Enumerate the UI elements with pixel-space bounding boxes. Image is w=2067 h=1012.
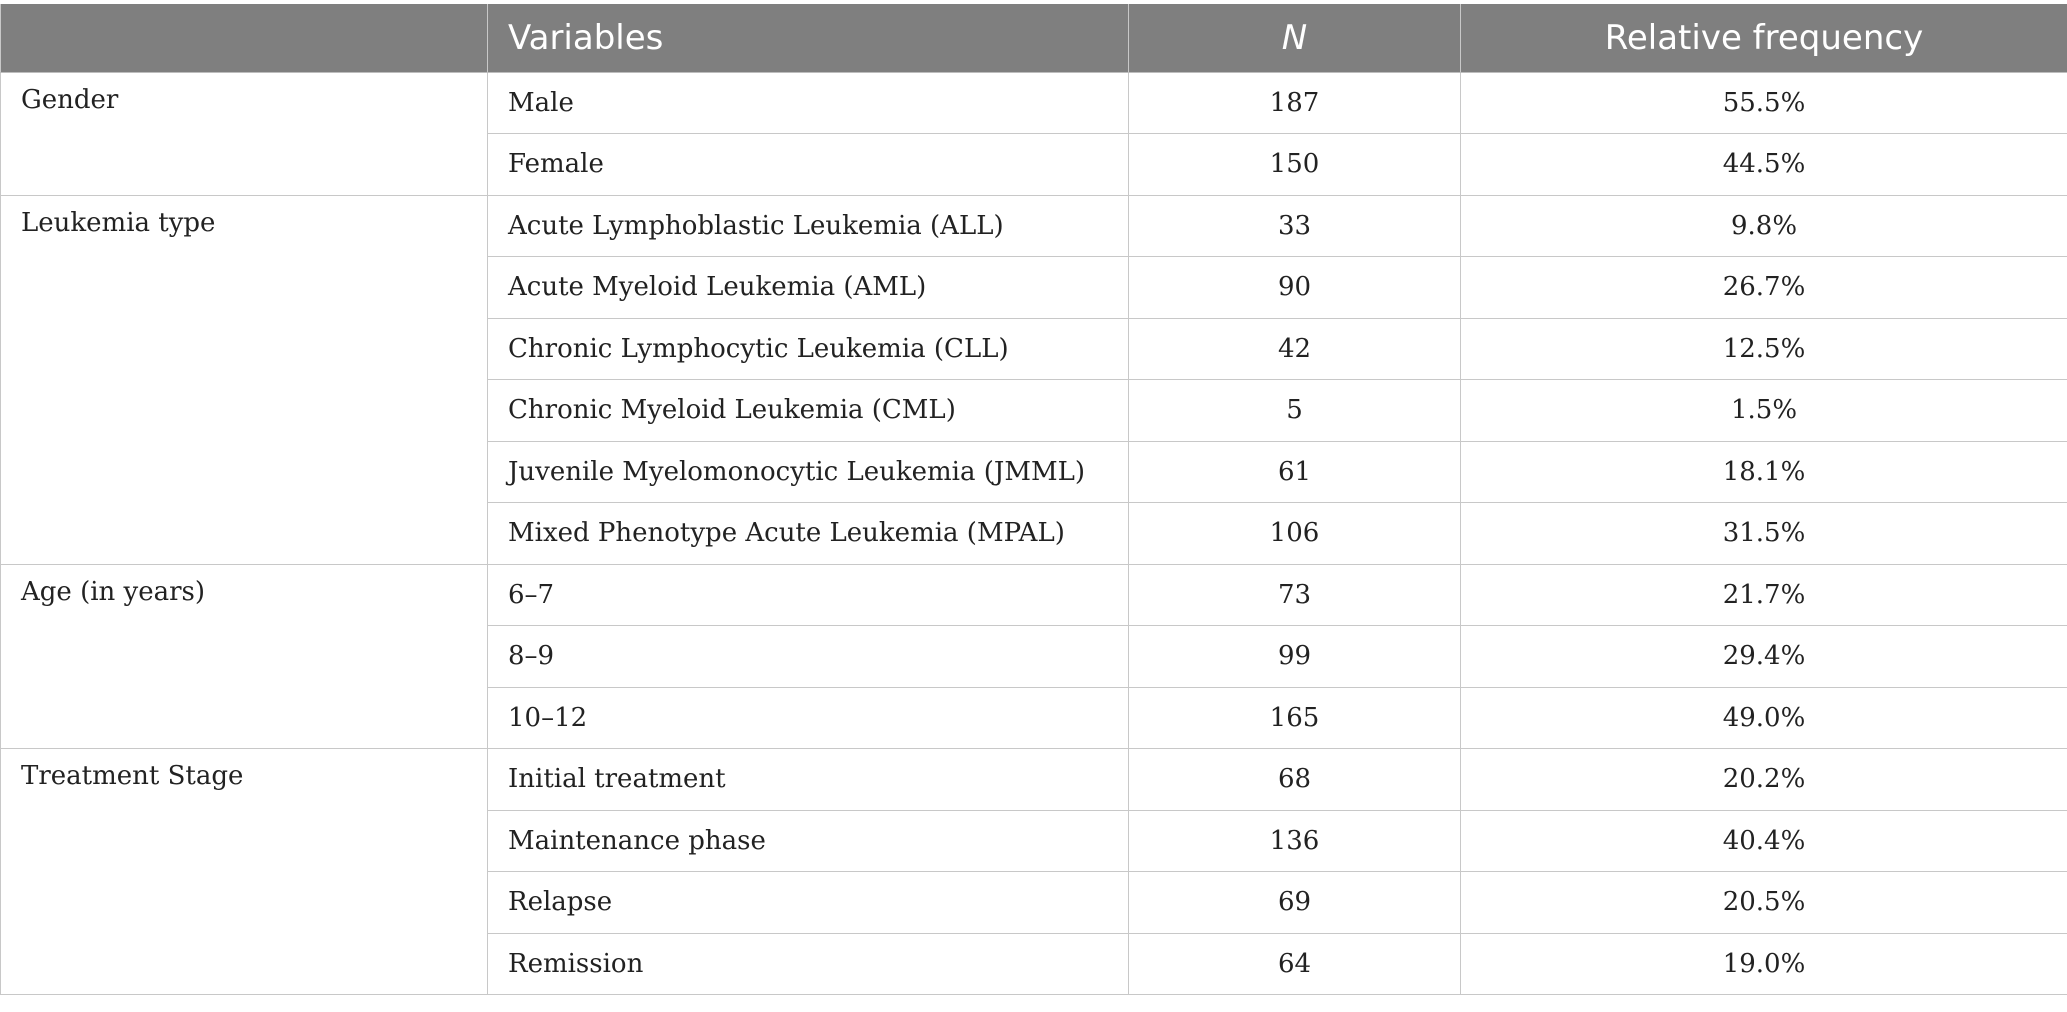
- freq-cell: 21.7%: [1461, 564, 2067, 626]
- header-variables: Variables: [488, 4, 1129, 72]
- freq-cell: 55.5%: [1461, 72, 2067, 134]
- freq-cell: 18.1%: [1461, 441, 2067, 503]
- group-label-gender: Gender: [1, 72, 488, 195]
- n-cell: 99: [1129, 626, 1461, 688]
- header-row: [1, 4, 2067, 72]
- n-cell: 187: [1129, 72, 1461, 134]
- variable-cell: Mixed Phenotype Acute Leukemia (MPAL): [488, 503, 1129, 565]
- variable-cell: Female: [488, 134, 1129, 196]
- group-label-treatment-stage: Treatment Stage: [1, 749, 488, 995]
- freq-cell: 20.5%: [1461, 872, 2067, 934]
- header-blank-cell: [1, 4, 488, 72]
- freq-cell: 26.7%: [1461, 257, 2067, 319]
- freq-cell: 40.4%: [1461, 810, 2067, 872]
- n-cell: 64: [1129, 933, 1461, 995]
- table-row: [1, 564, 2067, 626]
- table-row: [1, 72, 2067, 134]
- n-cell: 61: [1129, 441, 1461, 503]
- variable-cell: 8–9: [488, 626, 1129, 688]
- variable-cell: Acute Myeloid Leukemia (AML): [488, 257, 1129, 319]
- n-cell: 90: [1129, 257, 1461, 319]
- freq-cell: 12.5%: [1461, 318, 2067, 380]
- variable-cell: Relapse: [488, 872, 1129, 934]
- table-body: [1, 72, 2067, 995]
- freq-cell: 44.5%: [1461, 134, 2067, 196]
- variable-cell: 6–7: [488, 564, 1129, 626]
- frequency-table: [0, 4, 2067, 995]
- variable-cell: Male: [488, 72, 1129, 134]
- freq-cell: 1.5%: [1461, 380, 2067, 442]
- n-cell: 106: [1129, 503, 1461, 565]
- header-relative-frequency: Relative frequency: [1461, 4, 2067, 72]
- freq-cell: 19.0%: [1461, 933, 2067, 995]
- header-n: N: [1129, 4, 1461, 72]
- freq-cell: 49.0%: [1461, 687, 2067, 749]
- n-cell: 69: [1129, 872, 1461, 934]
- n-cell: 42: [1129, 318, 1461, 380]
- n-cell: 5: [1129, 380, 1461, 442]
- table-row: [1, 749, 2067, 811]
- n-cell: 136: [1129, 810, 1461, 872]
- variable-cell: Juvenile Myelomonocytic Leukemia (JMML): [488, 441, 1129, 503]
- variable-cell: Maintenance phase: [488, 810, 1129, 872]
- n-cell: 73: [1129, 564, 1461, 626]
- variable-cell: Chronic Myeloid Leukemia (CML): [488, 380, 1129, 442]
- table-row: [1, 195, 2067, 257]
- data-table-container: [0, 4, 2067, 995]
- n-cell: 33: [1129, 195, 1461, 257]
- freq-cell: 31.5%: [1461, 503, 2067, 565]
- group-label-leukemia-type: Leukemia type: [1, 195, 488, 564]
- freq-cell: 20.2%: [1461, 749, 2067, 811]
- freq-cell: 9.8%: [1461, 195, 2067, 257]
- variable-cell: Remission: [488, 933, 1129, 995]
- freq-cell: 29.4%: [1461, 626, 2067, 688]
- variable-cell: Chronic Lymphocytic Leukemia (CLL): [488, 318, 1129, 380]
- variable-cell: Initial treatment: [488, 749, 1129, 811]
- n-cell: 68: [1129, 749, 1461, 811]
- variable-cell: Acute Lymphoblastic Leukemia (ALL): [488, 195, 1129, 257]
- group-label-age: Age (in years): [1, 564, 488, 749]
- n-cell: 165: [1129, 687, 1461, 749]
- table-header: [1, 4, 2067, 72]
- n-cell: 150: [1129, 134, 1461, 196]
- variable-cell: 10–12: [488, 687, 1129, 749]
